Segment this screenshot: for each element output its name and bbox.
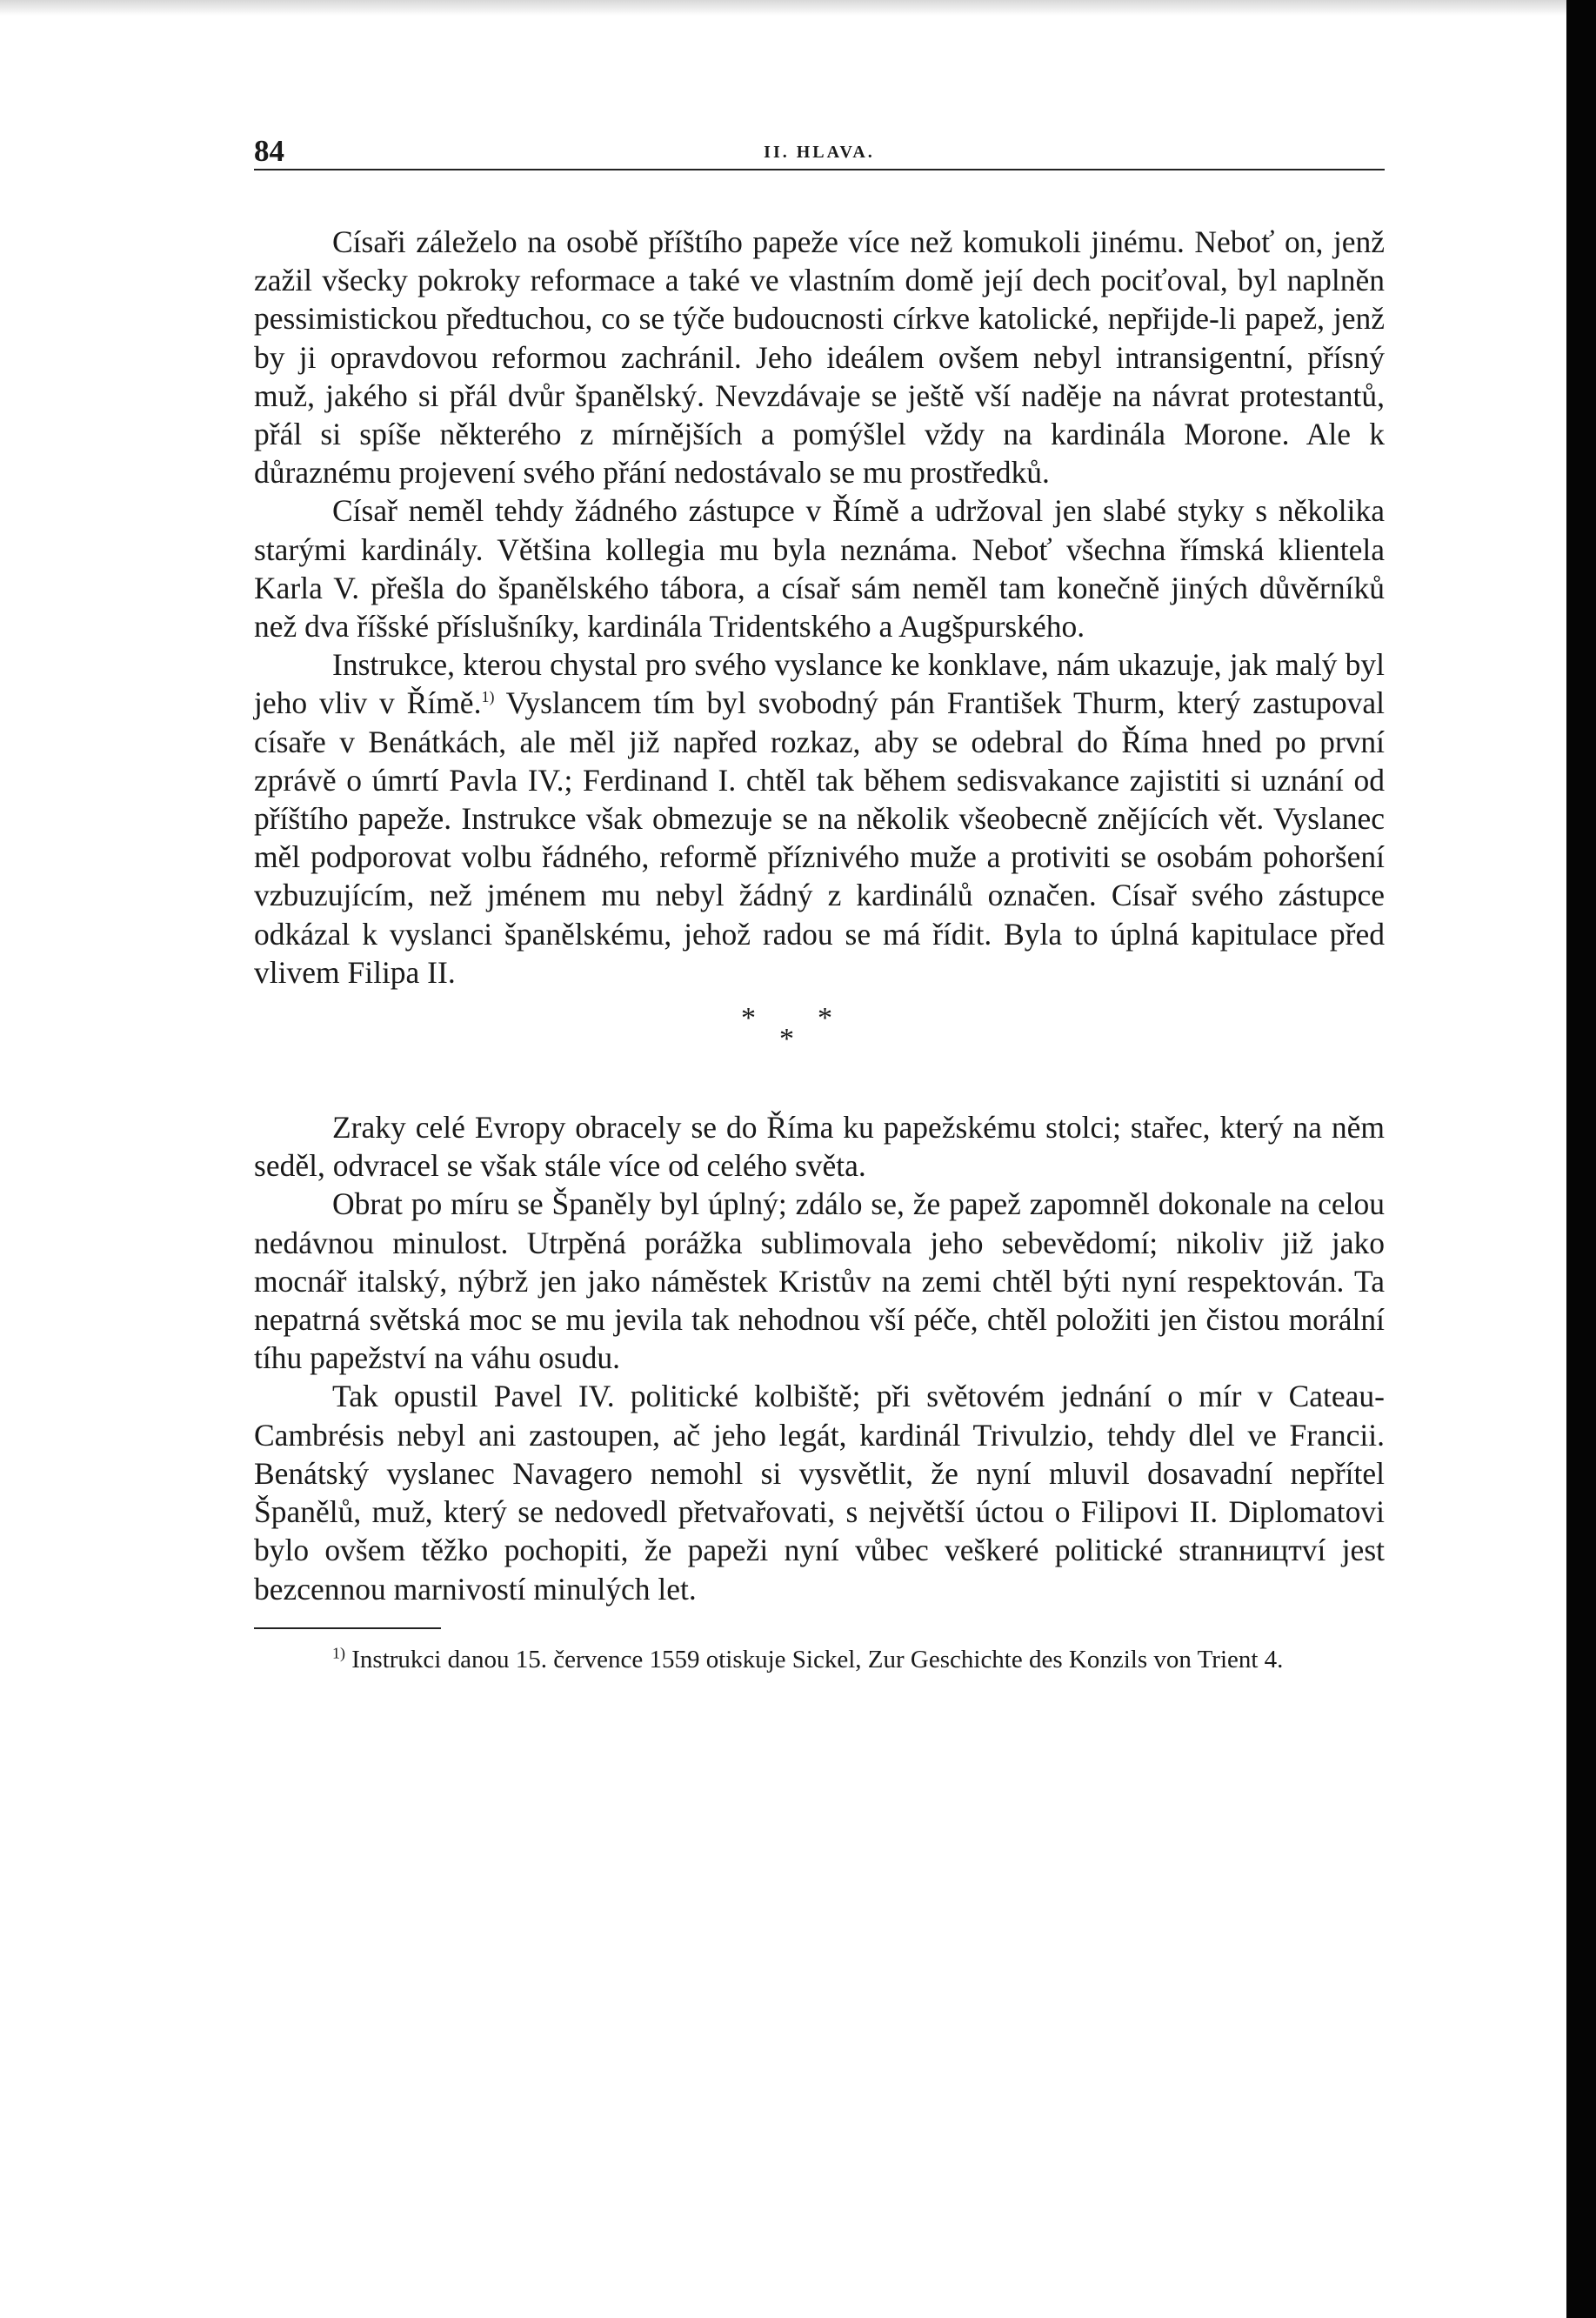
scan-top-shadow bbox=[0, 0, 1596, 16]
paragraph-2: Císař neměl tehdy žádného zástupce v Římě a udržoval jen slabé styky s několika starými kardinály. Většina kollegia mu byla neznáma. Neboť všechna římská klientela Karla V. přešla do španělského tábora, a císař sám neměl tam konečně jiných důvěrníků než dva říšské příslušníky, kardinála Tridentského a Augšpurského. bbox=[254, 493, 1385, 645]
footnote-rule bbox=[254, 1627, 441, 1629]
footnote-mark: 1) bbox=[332, 1644, 345, 1662]
book-page bbox=[254, 130, 1385, 1676]
paragraph-4: Zraky celé Evropy obracely se do Říma ku papežskému stolci; stařec, který na něm seděl, odvracel se však stále více od celého světa. bbox=[254, 1110, 1385, 1184]
page-number: 84 bbox=[254, 134, 284, 168]
running-head: II. HLAVA. bbox=[764, 143, 875, 162]
paragraph-3-continuation: Vyslancem tím byl svobodný pán František Thurm, který zastupoval císaře v Benátkách, ale měl již napřed rozkaz, aby se odebral do Říma hned po první zprávě o úmrtí Pavla IV.; Ferdinand I. chtěl tak během sedisvakance zajistiti si uznání od příštího papeže. Instrukce však obmezuje se na několik všeobecně znějících vět. Vyslanec měl podporovat volbu řádného, reformě příznivého muže a protiviti se osobám pohoršení vzbuzujícím, než jménem mu nebyl žádný z kardinálů označen. Císař svého zástupce odkázal k vyslanci španělskému, jehož radou se má řídit. Byla to úplná kapitulace před vlivem Filipa II. bbox=[254, 685, 1385, 990]
body-text bbox=[254, 223, 1385, 1608]
footnote-text: Instrukci danou 15. července 1559 otiskuje Sickel, Zur Geschichte des Konzils von Trient 4. bbox=[345, 1645, 1284, 1673]
paragraph-5: Obrat po míru se Španěly byl úplný; zdálo se, že papež zapomněl dokonale na celou nedávnou minulost. Utrpěná porážka sublimovala jeho sebevědomí; nikoliv již jako mocnář italský, nýbrž jen jako náměstek Kristův na zemi chtěl býti nyní respektován. Ta nepatrná světská moc se mu jevila tak nehodnou vší péče, chtěl položiti jen čistou morální tíhu papežství na váhu osudu. bbox=[254, 1186, 1385, 1376]
asterism-star: * bbox=[741, 1002, 756, 1035]
paragraph-1: Císaři záleželo na osobě příštího papeže více než komukoli jinému. Neboť on, jenž zažil všecky pokroky reformace a také ve vlastním domě její dech pociťoval, byl naplněn pessimistickou předtuchou, co se týče budoucnosti církve katolické, nepřijde-li papež, jenž by ji opravdovou reformou zachránil. Jeho ideálem ovšem nebyl intransigentní, přísný muž, jakého si přál dvůr španělský. Nevzdávaje se ještě vší naděje na návrat protestantů, přál si spíše některého z mírnějších a pomýšlel vždy na kardinála Morone. Ale k důraznému projevení svého přání nedostávalo se mu prostředků. bbox=[254, 224, 1385, 491]
page-header bbox=[254, 130, 1385, 170]
footnote bbox=[254, 1643, 1385, 1676]
asterism-star: * bbox=[779, 1023, 794, 1056]
paragraph-6: Tak opustil Pavel IV. politické kolbiště; při světovém jednání o mír v Cateau-Cambrésis nebyl ani zastoupen, ač jeho legát, kardinál Trivulzio, tehdy dlel ve Francii. Benátský vyslanec Navagero nemohl si vysvětlit, že nyní mluvil dosavadní nepřítel Španělů, muž, který se nedovedl přetvařovati, s největší úctou o Filipovi II. Diplomatovi bylo ovšem těžko pochopiti, že papeži nyní vůbec veškeré politické stranництví jest bezcennou marnivostí minulých let. bbox=[254, 1379, 1385, 1607]
section-asterism bbox=[254, 1002, 1385, 1065]
asterism-star: * bbox=[818, 1002, 832, 1035]
scan-right-edge bbox=[1566, 0, 1596, 2318]
footnote-reference: 1) bbox=[481, 688, 495, 706]
paragraph-3 bbox=[254, 645, 1385, 992]
paragraph-3-text: Instrukce, kterou chystal pro svého vyslance ke konklave, nám ukazuje, jak malý byl jeho vliv v Římě. bbox=[254, 647, 1385, 721]
